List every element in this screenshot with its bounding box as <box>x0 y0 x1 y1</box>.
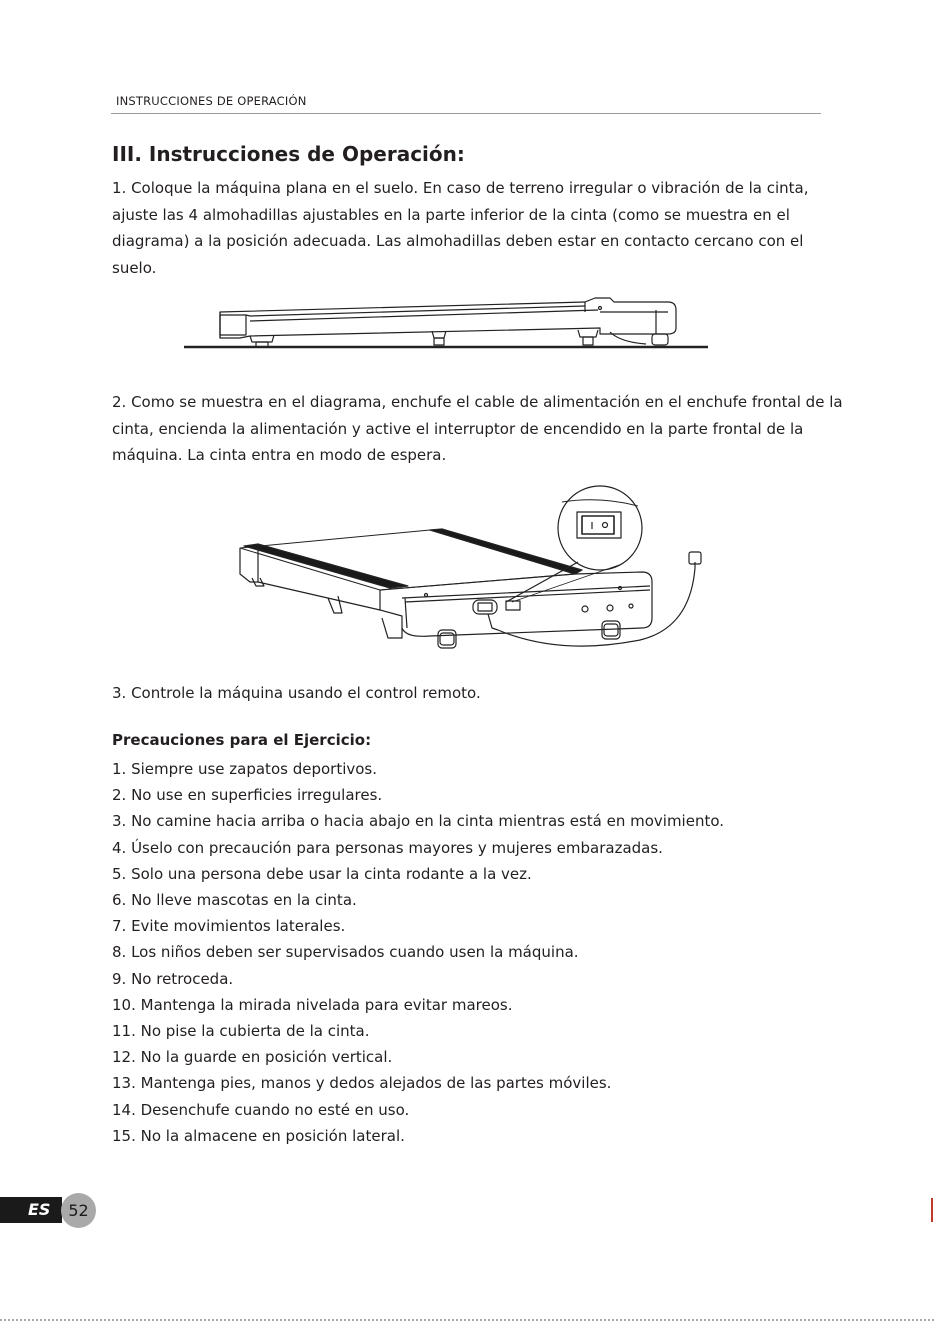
precautions-heading: Precauciones para el Ejercicio: <box>112 731 372 749</box>
list-item: 11. No pise la cubierta de la cinta. <box>112 1022 370 1041</box>
list-item: 10. Mantenga la mirada nivelada para evitar mareos. <box>112 995 513 1014</box>
list-item: 2. No use en superficies irregulares. <box>112 786 383 805</box>
list-item: 4. Úselo con precaución para personas mayores y mujeres embarazadas. <box>112 838 663 857</box>
precautions-list <box>112 756 724 1149</box>
list-item: 3. No camine hacia arriba o hacia abajo en la cinta mientras está en movimiento. <box>112 812 725 831</box>
list-item: 1. Siempre use zapatos deportivos. <box>112 760 378 778</box>
bottom-border <box>0 1319 934 1321</box>
step-2-text: 2. Como se muestra en el diagrama, enchufe el cable de alimentación en el enchufe frontal de la cinta, encienda la alimentación y active el interruptor de encendido en la parte frontal de la máquina. La cinta entra en modo de espera. <box>112 393 843 464</box>
edge-mark <box>931 1198 933 1222</box>
language-label: ES <box>28 1200 51 1219</box>
header-rule <box>111 113 821 114</box>
list-item: 12. No la guarde en posición vertical. <box>112 1048 393 1067</box>
list-item: 5. Solo una persona debe usar la cinta rodante a la vez. <box>112 864 532 883</box>
page-number: 52 <box>61 1193 96 1228</box>
step-1-text: 1. Coloque la máquina plana en el suelo. En caso de terreno irregular o vibración de la cinta, ajuste las 4 almohadillas ajustables en la parte inferior de la cinta (como se muestra en el diagrama) a la posición adecuada. Las almohadillas deben estar en contacto cercano con el suelo. <box>112 179 809 277</box>
running-header: INSTRUCCIONES DE OPERACIÓN <box>116 94 307 108</box>
step-3-text: 3. Controle la máquina usando el control remoto. <box>112 684 481 702</box>
section-title: III. Instrucciones de Operación: <box>112 142 465 166</box>
treadmill-side-view-figure <box>180 288 715 354</box>
list-item: 6. No lleve mascotas en la cinta. <box>112 891 357 910</box>
treadmill-power-connection-figure <box>230 478 710 660</box>
list-item: 15. No la almacene en posición lateral. <box>112 1126 405 1145</box>
list-item: 14. Desenchufe cuando no esté en uso. <box>112 1100 410 1119</box>
list-item: 7. Evite movimientos laterales. <box>112 917 346 936</box>
list-item: 13. Mantenga pies, manos y dedos alejados de las partes móviles. <box>112 1074 612 1093</box>
list-item: 8. Los niños deben ser supervisados cuando usen la máquina. <box>112 943 579 962</box>
list-item: 9. No retroceda. <box>112 969 234 988</box>
